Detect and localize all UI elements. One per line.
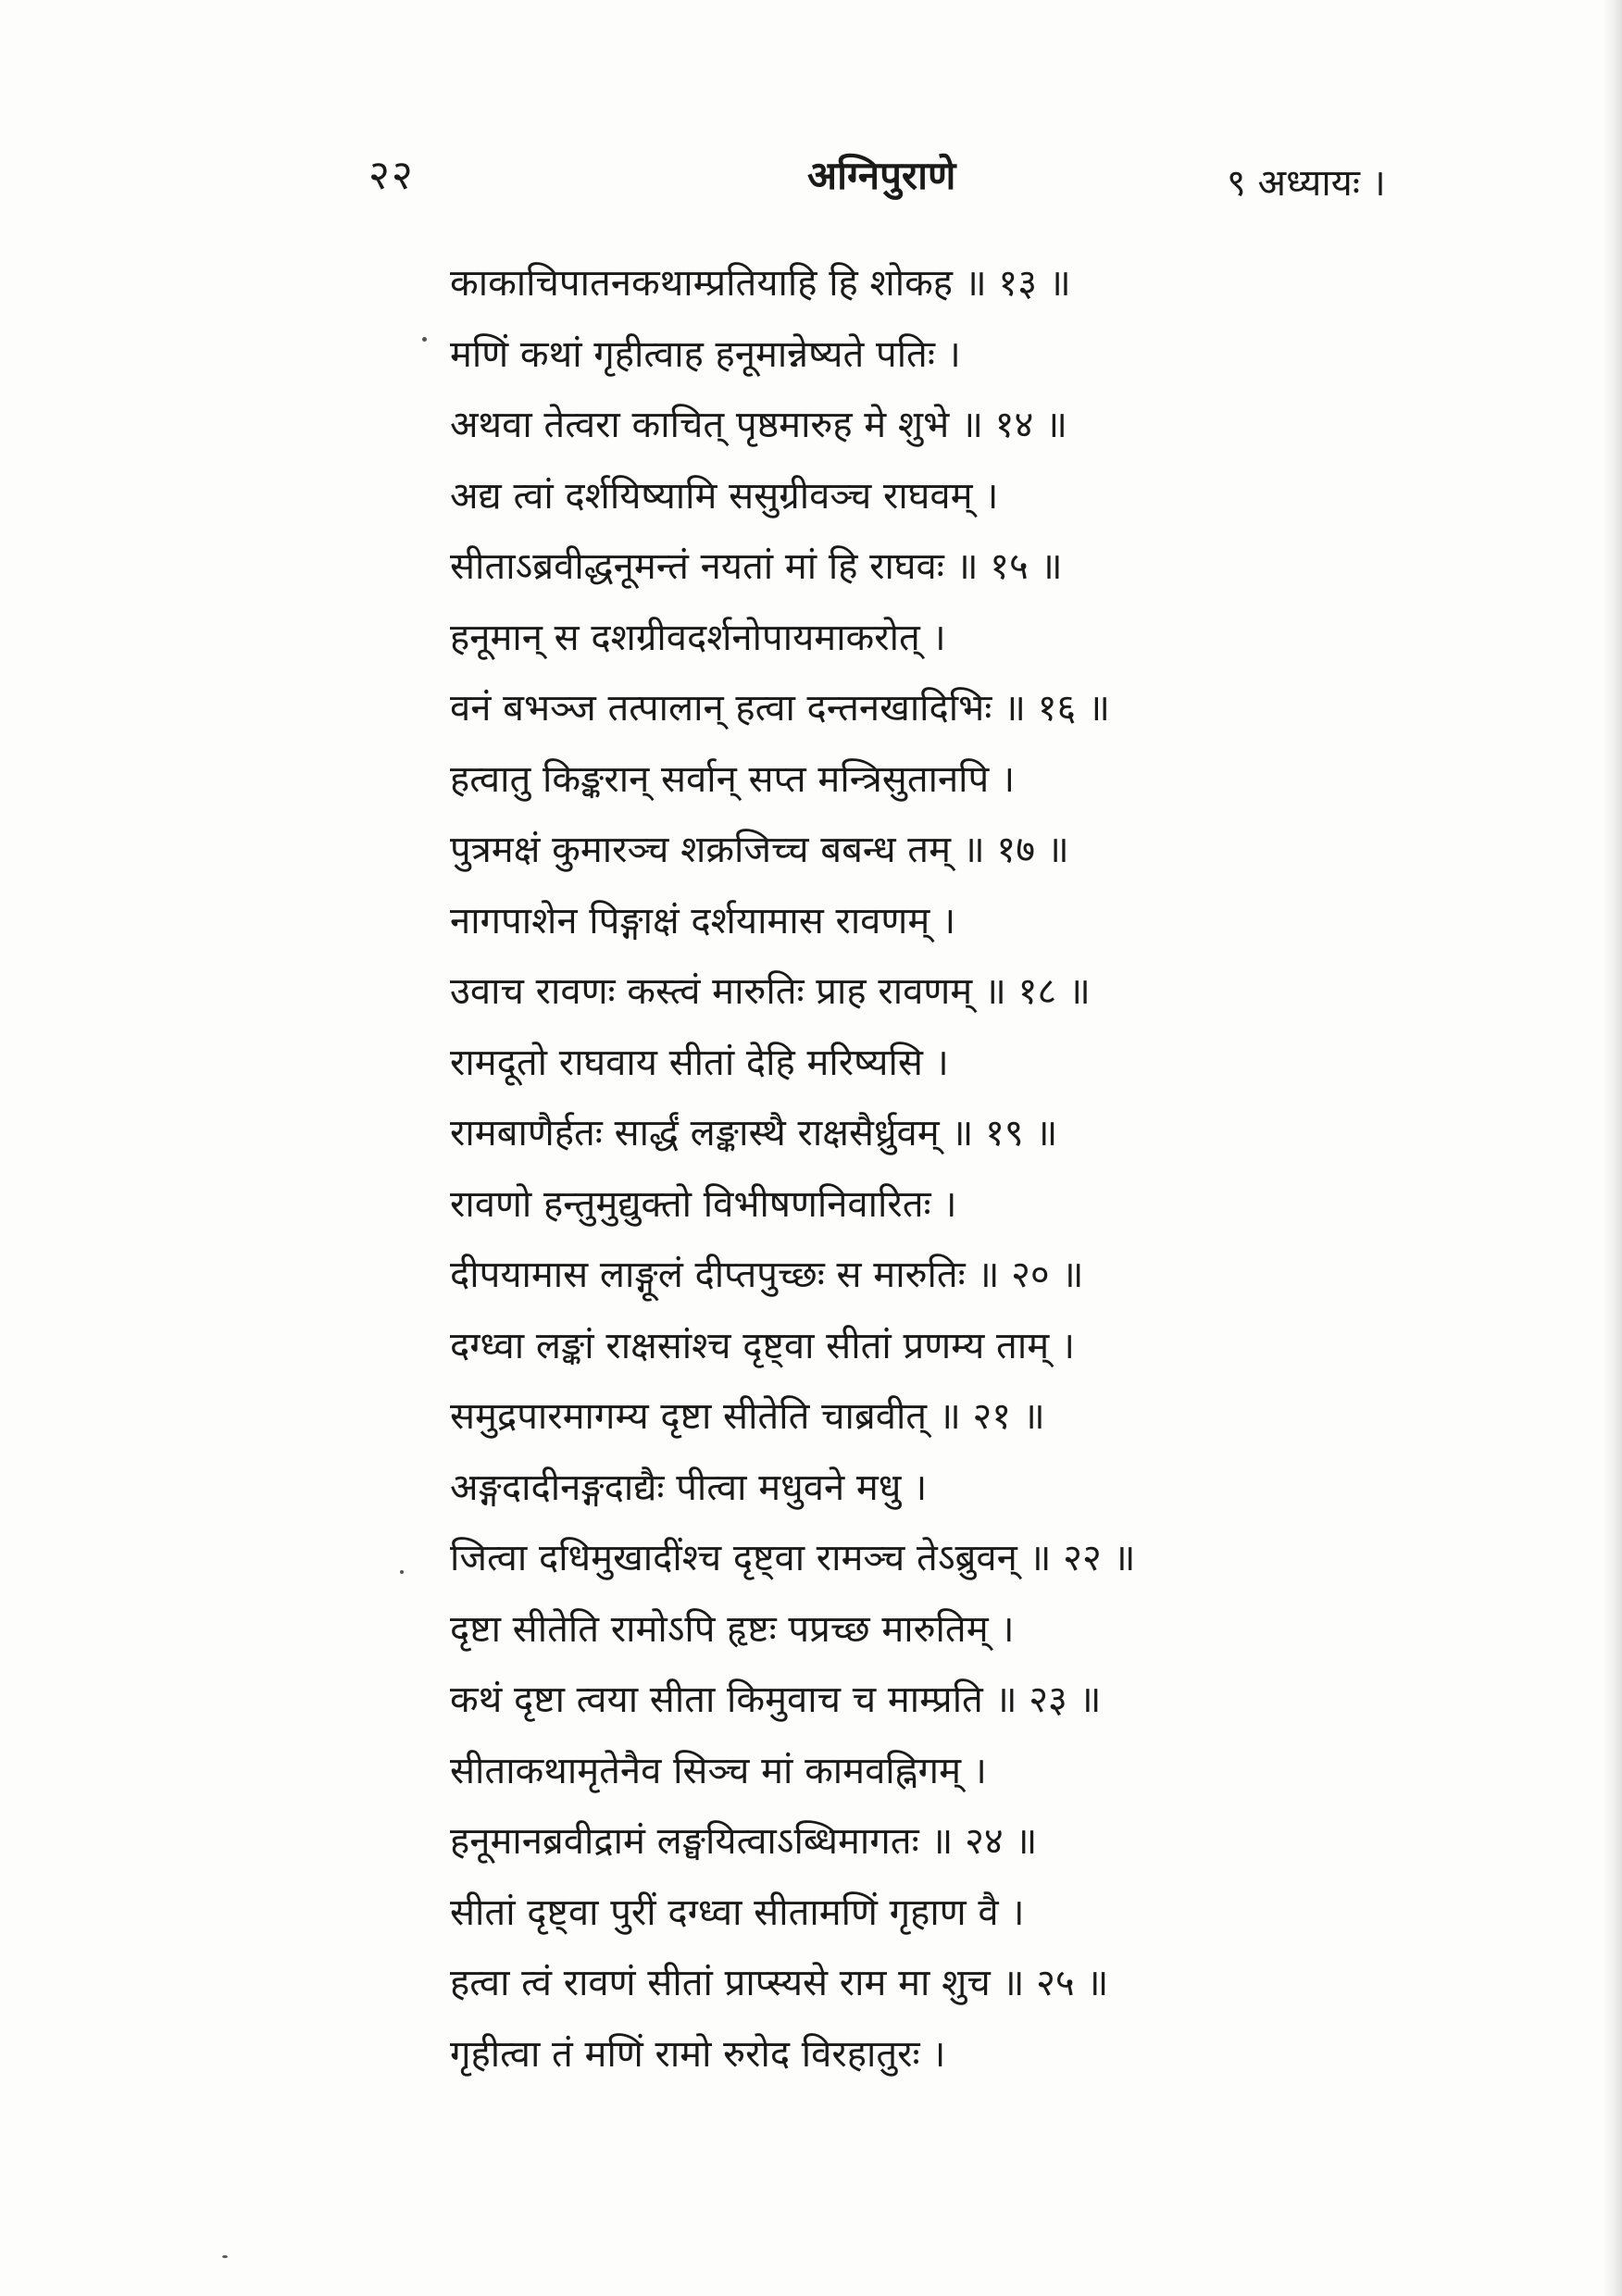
verse-text-block [450,248,1505,2090]
verse-line: सीतां दृष्ट्वा पुरीं दग्ध्वा सीतामणिं गृहाण वै । [450,1890,1025,1934]
page-header [0,148,1622,213]
verse-line: दीपयामास लाङ्गूलं दीप्तपुच्छः स मारुतिः ॥ २० ॥ [450,1254,1084,1296]
verse-line: रामबाणैर्हतः सार्द्धं लङ्कास्थै राक्षसैर्ध्रुवम् ॥ १९ ॥ [450,1112,1058,1154]
verse-line: सीताऽब्रवीद्धनूमन्तं नयतां मां हि राघवः ॥ १५ ॥ [450,545,1063,588]
page-number: २२ [368,152,415,199]
verse-line: समुद्रपारमागम्य दृष्टा सीतेति चाब्रवीत् ॥ २१ ॥ [450,1395,1045,1438]
chapter-label: ९ अध्यायः । [1227,162,1386,205]
scan-speck [400,1570,404,1574]
verse-line: अथवा तेत्वरा काचित् पृष्ठमारुह मे शुभे ॥ १४ ॥ [450,404,1067,446]
verse-line: अङ्गदादीनङ्गदाद्यैः पीत्वा मधुवने मधु । [450,1466,928,1509]
verse-line: दृष्टा सीतेति रामोऽपि हृष्टः पप्रच्छ मारुतिम् । [450,1607,1015,1651]
verse-line: काकाचिपातनकथाम्प्रतियाहि हि शोकह ॥ १३ ॥ [450,262,1071,305]
verse-line: दग्ध्वा लङ्कां राक्षसांश्च दृष्ट्वा सीतां प्रणम्य ताम् । [450,1324,1076,1367]
verse-line: हनूमान् स दशग्रीवदर्शनोपायमाकरोत् । [450,616,946,659]
verse-line: सीताकथामृतेनैव सिञ्च मां कामवह्निगम् । [450,1749,987,1792]
verse-line: हनूमानब्रवीद्रामं लङ्घयित्वाऽब्धिमागतः ॥ २४ ॥ [450,1820,1038,1863]
verse-line: रावणो हन्तुमुद्युक्तो विभीषणनिवारितः । [450,1182,957,1226]
scan-speck [222,2255,228,2258]
verse-line: रामदूतो राघवाय सीतां देहि मरिष्यसि । [450,1041,949,1084]
verse-line: अद्य त्वां दर्शयिष्यामि ससुग्रीवञ्च राघवम् । [450,474,999,518]
page-edge-shadow [1602,0,1622,2296]
verse-line: पुत्रमक्षं कुमारञ्च शक्रजिच्च बबन्ध तम् ॥ १७ ॥ [450,829,1069,871]
verse-line: हत्वा त्वं रावणं सीतां प्राप्स्यसे राम मा शुच ॥ २५ ॥ [450,1962,1109,2004]
verse-line: गृहीत्वा तं मणिं रामो रुरोद विरहातुरः । [450,2032,946,2076]
verse-line: हत्वातु किङ्करान् सर्वान् सप्त मन्त्रिसुतानपि । [450,757,1016,801]
scan-speck [422,337,427,342]
verse-line: वनं बभञ्ज तत्पालान् हत्वा दन्तनखादिभिः ॥ १६ ॥ [450,687,1111,730]
verse-line: कथं दृष्टा त्वया सीता किमुवाच च माम्प्रति ॥ २३ ॥ [450,1678,1102,1721]
verse-line: मणिं कथां गृहीत्वाह हनूमान्नेष्यते पतिः । [450,332,961,376]
verse-line: जित्वा दधिमुखादींश्च दृष्ट्वा रामञ्च तेऽब्रुवन् ॥ २२ ॥ [450,1537,1136,1579]
running-title: अग्निपुराणे [807,153,956,198]
verse-line: नागपाशेन पिङ्गाक्षं दर्शयामास रावणम् । [450,899,956,942]
verse-line: उवाच रावणः कस्त्वं मारुतिः प्राह रावणम् ॥ १८ ॥ [450,970,1091,1013]
